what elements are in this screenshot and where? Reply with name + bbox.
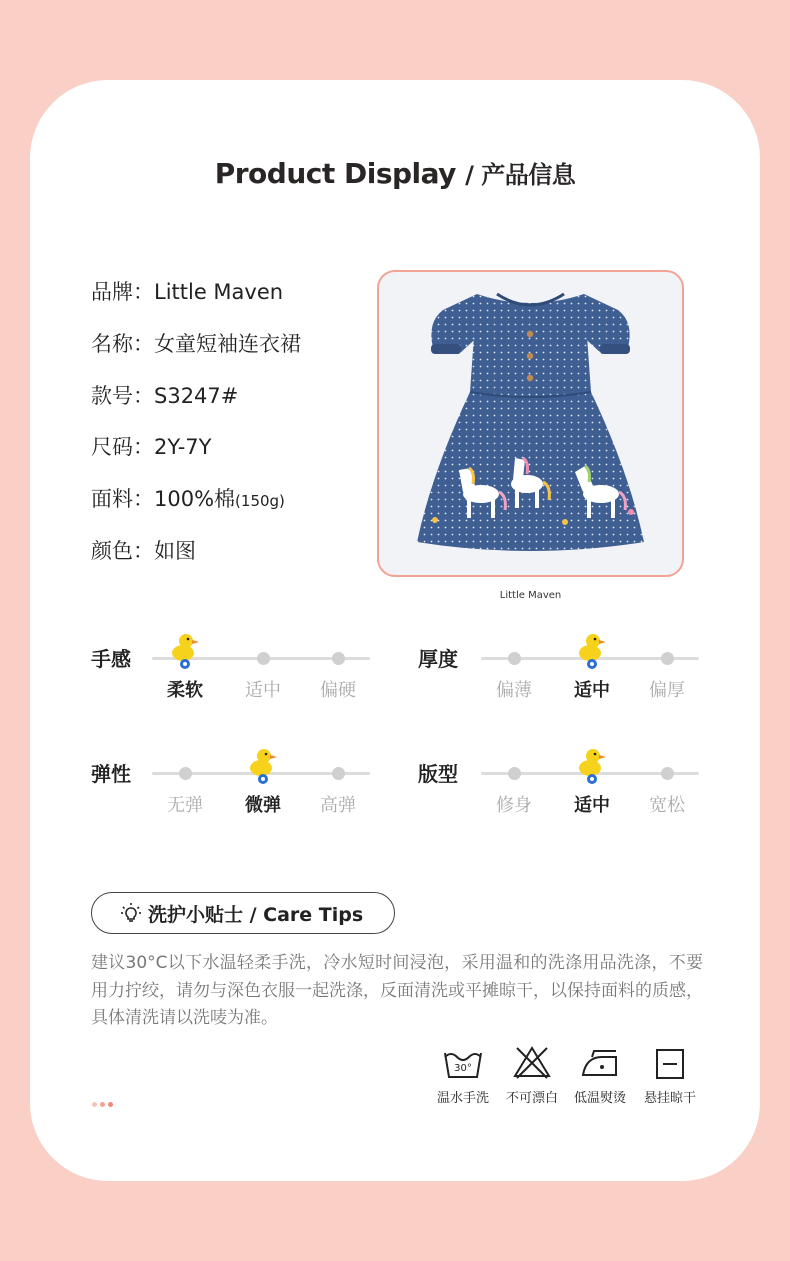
care-tips-heading (91, 892, 395, 934)
low-iron-icon (580, 1047, 620, 1081)
scale-label: 版型 (418, 762, 458, 786)
spec-label: 款号： (91, 384, 154, 408)
spec-value: 100%棉 (154, 487, 236, 511)
scale-option: 适中 (245, 680, 281, 701)
spec-extra: (150g) (235, 492, 285, 510)
page-indicator (92, 1092, 116, 1111)
title-en: Product Display (214, 157, 456, 190)
scale-dot (179, 767, 192, 780)
spec-label: 尺码： (91, 435, 154, 459)
scale-option-selected: 微弹 (245, 795, 281, 816)
scale-option: 宽松 (649, 795, 685, 816)
scale-option-selected: 适中 (574, 795, 610, 816)
care-label: 温水手洗 (436, 1091, 489, 1106)
unicorn-dress-image (379, 272, 682, 575)
care-tips-title: 洗护小贴士 / Care Tips (148, 903, 364, 926)
duck-marker-icon (575, 631, 609, 671)
pager-dot (92, 1102, 97, 1107)
scale-dot (661, 767, 674, 780)
scale-option: 偏薄 (496, 680, 532, 701)
pager-dot (108, 1102, 113, 1107)
spec-brand (91, 276, 283, 306)
scale-option: 高弹 (320, 795, 356, 816)
duck-marker-icon (168, 631, 202, 671)
scale-dot (508, 767, 521, 780)
spec-style-no (91, 380, 238, 410)
title-cn: / 产品信息 (465, 161, 576, 189)
scale-option: 偏硬 (320, 680, 356, 701)
spec-label: 品牌： (91, 280, 154, 304)
care-label: 低温熨烫 (573, 1091, 626, 1106)
scale-label: 厚度 (418, 647, 458, 671)
spec-value: 2Y-7Y (154, 435, 212, 459)
spec-label: 名称： (91, 332, 154, 356)
spec-size (91, 431, 211, 461)
hand-wash-icon (443, 1047, 483, 1081)
spec-fabric (91, 483, 285, 513)
scale-label: 弹性 (91, 762, 131, 786)
spec-label: 面料： (91, 487, 154, 511)
duck-marker-icon (575, 746, 609, 786)
spec-name (91, 328, 301, 358)
scale-dot (332, 767, 345, 780)
care-tips-text: 建议30°C以下水温轻柔手洗，冷水短时间浸泡，采用温和的洗涤用品洗涤，不要用力拧绞，请勿与深色衣服一起洗涤，反面清洗或平摊晾干，以保持面料的质感，具体清洗请以洗唛为准。 (91, 953, 703, 1028)
scale-dot (257, 652, 270, 665)
page-title (0, 155, 790, 190)
spec-color (91, 535, 196, 565)
duck-marker-icon (246, 746, 280, 786)
spec-value: S3247# (154, 384, 239, 408)
product-photo (377, 270, 684, 577)
scale-dot (332, 652, 345, 665)
lightbulb-icon (120, 902, 142, 924)
spec-label: 颜色： (91, 539, 154, 563)
spec-value: 女童短袖连衣裙 (154, 332, 301, 356)
photo-caption: Little Maven (499, 590, 562, 601)
scale-dot (661, 652, 674, 665)
no-bleach-icon (512, 1045, 552, 1079)
scale-label: 手感 (91, 647, 131, 671)
hang-dry-icon (650, 1047, 690, 1081)
spec-value: Little Maven (154, 280, 284, 304)
svg-text:30°: 30° (454, 1063, 472, 1074)
care-label: 悬挂晾干 (643, 1091, 696, 1106)
scale-option: 无弹 (167, 795, 203, 816)
scale-option-selected: 柔软 (167, 680, 203, 701)
scale-dot (508, 652, 521, 665)
scale-option-selected: 适中 (574, 680, 610, 701)
care-label: 不可漂白 (505, 1091, 558, 1106)
pager-dot (100, 1102, 105, 1107)
scale-option: 偏厚 (649, 680, 685, 701)
spec-value: 如图 (154, 539, 196, 563)
scale-option: 修身 (496, 795, 532, 816)
